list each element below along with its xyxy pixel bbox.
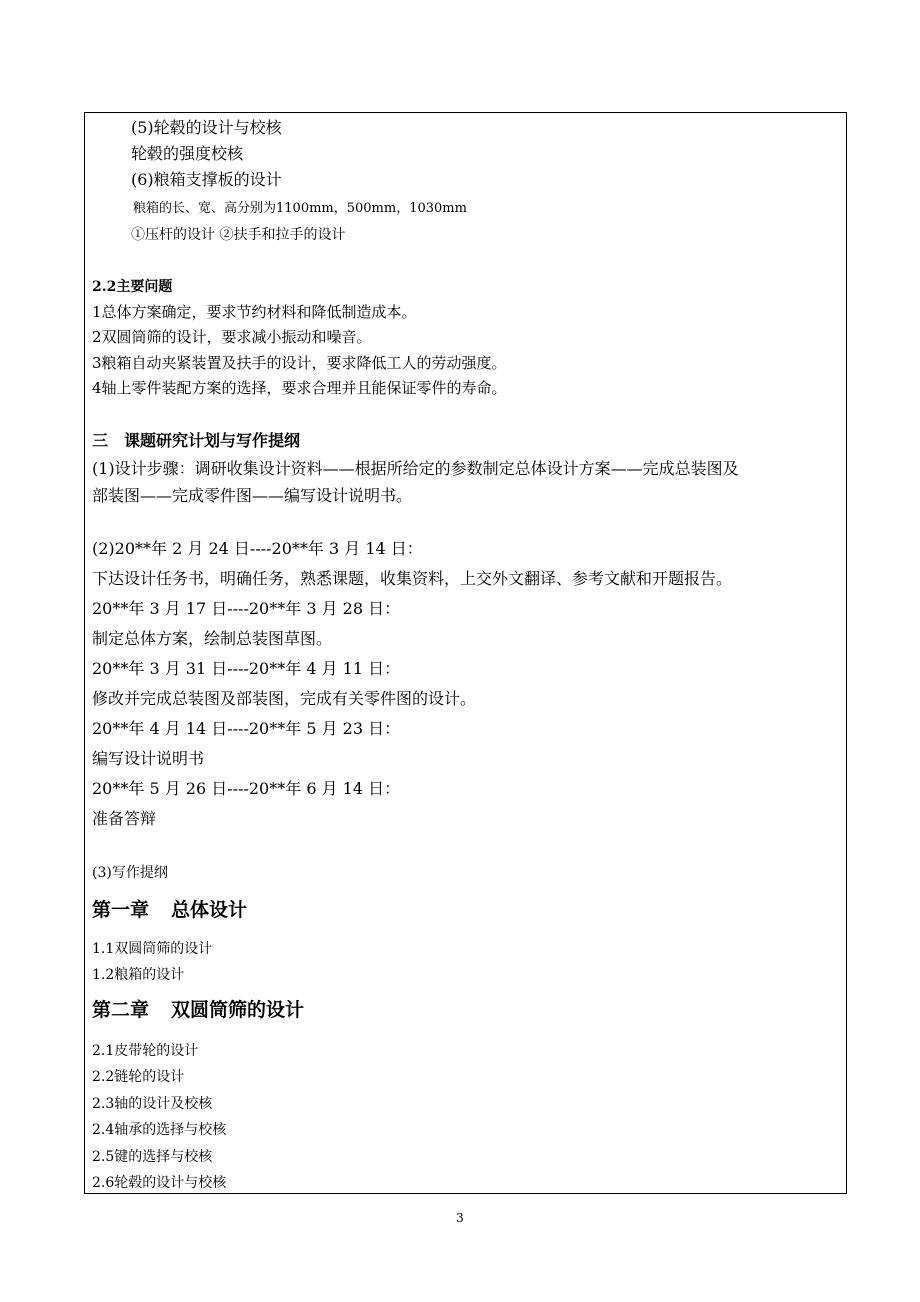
schedule-task: 修改并完成总装图及部装图，完成有关零件图的设计。 xyxy=(92,689,477,708)
chapter-title: 双圆筒筛的设计 xyxy=(171,999,305,1021)
outline-item: 2.3轴的设计及校核 xyxy=(92,1096,213,1112)
schedule-date: (2)20**年 2 月 24 日----20**年 3 月 14 日： xyxy=(92,539,423,558)
page-number: 3 xyxy=(456,1211,464,1225)
text-line: 粮箱的长、宽、高分别为1100mm，500mm，1030mm xyxy=(133,201,467,216)
text-line: (5)轮毂的设计与校核 xyxy=(131,118,282,137)
text-line: ①压杆的设计 ②扶手和拉手的设计 xyxy=(131,227,346,243)
schedule-task: 准备答辩 xyxy=(92,809,157,828)
schedule-date: 20**年 5 月 26 日----20**年 6 月 14 日： xyxy=(92,779,401,798)
list-item: 4轴上零件装配方案的选择，要求合理并且能保证零件的寿命。 xyxy=(92,379,507,397)
schedule-date: 20**年 3 月 31 日----20**年 4 月 11 日： xyxy=(92,659,401,678)
chapter-number: 第二章 xyxy=(92,999,150,1021)
outline-label: (3)写作提纲 xyxy=(92,865,168,881)
section-heading: 三 课题研究计划与写作提纲 xyxy=(92,431,301,450)
schedule-task: 下达设计任务书，明确任务，熟悉课题，收集资料，上交外文翻译、参考文献和开题报告。 xyxy=(92,569,733,588)
outline-item: 2.2链轮的设计 xyxy=(92,1069,185,1085)
list-item: 2双圆筒筛的设计，要求减小振动和噪音。 xyxy=(92,328,372,346)
outline-item: 1.1双圆筒筛的设计 xyxy=(92,941,213,957)
text-line: (6)粮箱支撑板的设计 xyxy=(131,170,282,189)
list-item: 3粮箱自动夹紧装置及扶手的设计，要求降低工人的劳动强度。 xyxy=(92,354,507,372)
outline-item: 2.1皮带轮的设计 xyxy=(92,1043,199,1059)
text-line: 轮毂的强度校核 xyxy=(131,144,244,163)
outline-item: 2.4轴承的选择与校核 xyxy=(92,1122,227,1138)
outline-item: 1.2粮箱的设计 xyxy=(92,967,185,983)
schedule-task: 编写设计说明书 xyxy=(92,749,205,768)
section-heading: 2.2主要问题 xyxy=(92,279,173,295)
outline-item: 2.6轮毂的设计与校核 xyxy=(92,1175,227,1191)
chapter-title: 总体设计 xyxy=(171,899,248,921)
schedule-task: 制定总体方案，绘制总装图草图。 xyxy=(92,629,333,648)
outline-item: 2.5键的选择与校核 xyxy=(92,1149,213,1165)
chapter-heading xyxy=(92,1001,304,1020)
list-item: 1总体方案确定，要求节约材料和降低制造成本。 xyxy=(92,303,417,321)
schedule-date: 20**年 4 月 14 日----20**年 5 月 23 日： xyxy=(92,719,401,738)
schedule-date: 20**年 3 月 17 日----20**年 3 月 28 日： xyxy=(92,599,401,618)
text-line: (1)设计步骤：调研收集设计资料——根据所给定的参数制定总体设计方案——完成总装图及 xyxy=(92,459,739,478)
chapter-heading xyxy=(92,901,247,920)
text-line: 部装图——完成零件图——编写设计说明书。 xyxy=(92,486,413,505)
document-table-cell xyxy=(84,112,847,1194)
chapter-number: 第一章 xyxy=(92,899,150,921)
